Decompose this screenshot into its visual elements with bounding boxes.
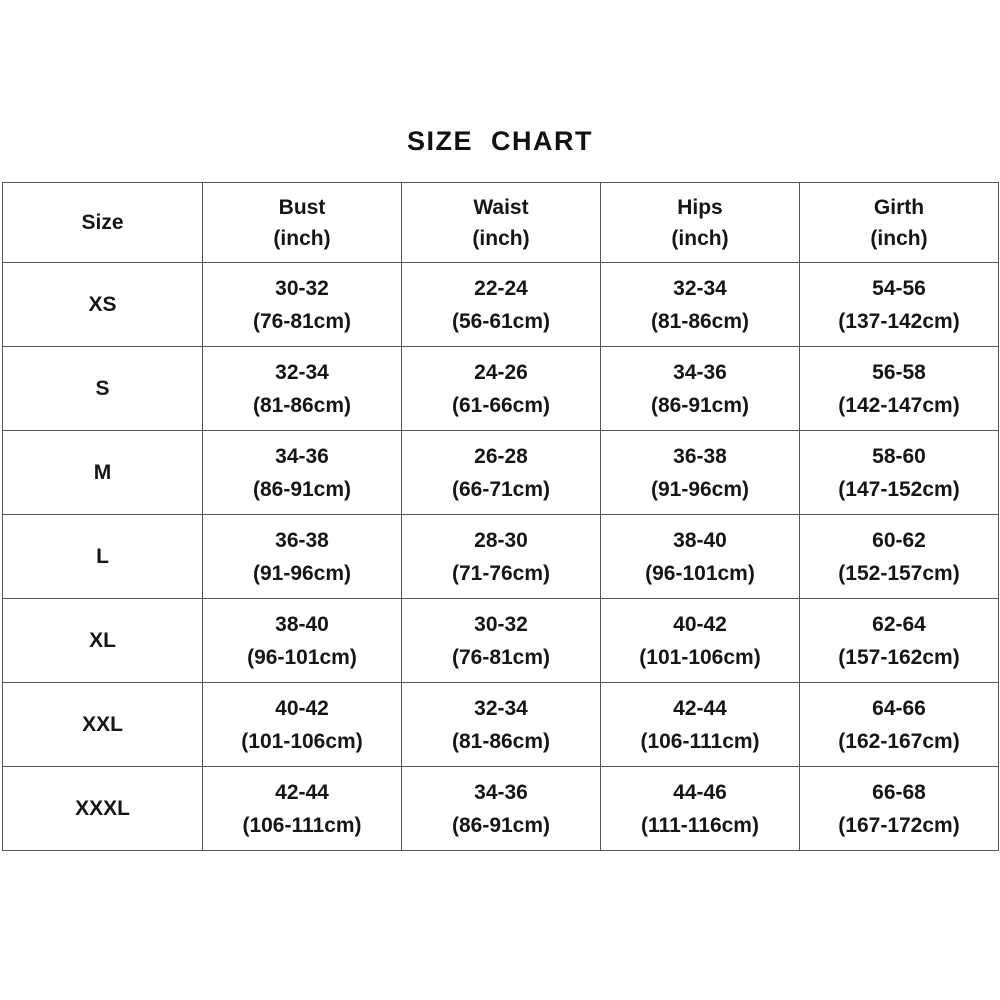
col-header-hips-unit: (inch)	[671, 226, 729, 250]
col-header-size-label: Size	[81, 211, 124, 234]
waist-cm: (66-71cm)	[451, 477, 551, 501]
hips-cm: (96-101cm)	[645, 561, 755, 585]
bust-cell	[203, 515, 402, 599]
bust-cell	[203, 263, 402, 347]
waist-cm: (71-76cm)	[451, 561, 551, 585]
col-header-bust	[203, 183, 402, 263]
girth-inch: 66-68	[872, 780, 926, 804]
size-chart-table	[2, 182, 999, 851]
size-label: M	[3, 431, 203, 515]
col-header-girth-unit: (inch)	[870, 226, 928, 250]
bust-cell	[203, 683, 402, 767]
girth-cell	[800, 431, 999, 515]
girth-inch: 56-58	[872, 360, 926, 384]
hips-cm: (86-91cm)	[650, 393, 750, 417]
bust-cell	[203, 599, 402, 683]
hips-inch: 42-44	[673, 696, 727, 720]
header-row	[3, 183, 999, 263]
table-row-m	[3, 431, 999, 515]
col-header-waist-label: Waist	[473, 195, 529, 219]
girth-inch: 54-56	[872, 276, 926, 300]
table-row-xxl	[3, 683, 999, 767]
hips-cm: (91-96cm)	[650, 477, 750, 501]
girth-cm: (137-142cm)	[838, 309, 960, 333]
col-header-bust-label: Bust	[278, 195, 326, 219]
bust-inch: 38-40	[275, 612, 329, 636]
waist-cm: (56-61cm)	[451, 309, 551, 333]
girth-inch: 62-64	[872, 612, 926, 636]
girth-cm: (162-167cm)	[838, 729, 960, 753]
waist-cm: (86-91cm)	[451, 813, 551, 837]
waist-inch: 28-30	[474, 528, 528, 552]
girth-cm: (152-157cm)	[838, 561, 960, 585]
bust-cell	[203, 431, 402, 515]
col-header-waist	[402, 183, 601, 263]
bust-inch: 36-38	[275, 528, 329, 552]
bust-inch: 34-36	[275, 444, 329, 468]
table-row-s	[3, 347, 999, 431]
bust-cell	[203, 767, 402, 851]
girth-inch: 60-62	[872, 528, 926, 552]
hips-inch: 34-36	[673, 360, 727, 384]
bust-cm: (101-106cm)	[241, 729, 363, 753]
page-title: SIZE CHART	[406, 126, 593, 156]
size-label: L	[3, 515, 203, 599]
hips-cell	[601, 515, 800, 599]
girth-cell	[800, 683, 999, 767]
table-row-xs	[3, 263, 999, 347]
hips-inch: 36-38	[673, 444, 727, 468]
col-header-size	[3, 183, 203, 263]
size-label: XS	[3, 263, 203, 347]
table-row-xxxl	[3, 767, 999, 851]
girth-cm: (142-147cm)	[838, 393, 960, 417]
hips-cm: (81-86cm)	[650, 309, 750, 333]
col-header-hips	[601, 183, 800, 263]
waist-cell	[402, 683, 601, 767]
girth-cell	[800, 767, 999, 851]
hips-cm: (101-106cm)	[639, 645, 761, 669]
waist-cm: (76-81cm)	[451, 645, 551, 669]
hips-cell	[601, 683, 800, 767]
waist-cell	[402, 767, 601, 851]
waist-cm: (81-86cm)	[451, 729, 551, 753]
bust-cm: (81-86cm)	[252, 393, 352, 417]
girth-inch: 64-66	[872, 696, 926, 720]
bust-inch: 30-32	[275, 276, 329, 300]
hips-inch: 32-34	[673, 276, 727, 300]
bust-cm: (86-91cm)	[252, 477, 352, 501]
hips-inch: 44-46	[673, 780, 727, 804]
waist-inch: 22-24	[474, 276, 528, 300]
girth-inch: 58-60	[872, 444, 926, 468]
col-header-bust-unit: (inch)	[273, 226, 331, 250]
girth-cell	[800, 515, 999, 599]
waist-cell	[402, 431, 601, 515]
waist-cell	[402, 515, 601, 599]
hips-inch: 40-42	[673, 612, 727, 636]
hips-inch: 38-40	[673, 528, 727, 552]
hips-cm: (106-111cm)	[640, 729, 760, 753]
table-row-l	[3, 515, 999, 599]
bust-cell	[203, 347, 402, 431]
hips-cell	[601, 767, 800, 851]
size-label: XL	[3, 599, 203, 683]
bust-cm: (106-111cm)	[242, 813, 362, 837]
waist-cell	[402, 599, 601, 683]
girth-cell	[800, 263, 999, 347]
size-label: XXXL	[3, 767, 203, 851]
waist-cell	[402, 263, 601, 347]
waist-inch: 30-32	[474, 612, 528, 636]
girth-cell	[800, 347, 999, 431]
col-header-hips-label: Hips	[677, 195, 723, 219]
col-header-girth	[800, 183, 999, 263]
waist-cm: (61-66cm)	[451, 393, 551, 417]
girth-cm: (167-172cm)	[838, 813, 960, 837]
hips-cell	[601, 599, 800, 683]
bust-cm: (91-96cm)	[252, 561, 352, 585]
bust-cm: (96-101cm)	[247, 645, 357, 669]
bust-inch: 40-42	[275, 696, 329, 720]
col-header-waist-unit: (inch)	[472, 226, 530, 250]
hips-cell	[601, 347, 800, 431]
size-label: XXL	[3, 683, 203, 767]
size-label: S	[3, 347, 203, 431]
girth-cm: (147-152cm)	[838, 477, 960, 501]
waist-cell	[402, 347, 601, 431]
table-row-xl	[3, 599, 999, 683]
girth-cell	[800, 599, 999, 683]
waist-inch: 26-28	[474, 444, 528, 468]
bust-inch: 32-34	[275, 360, 329, 384]
hips-cell	[601, 431, 800, 515]
col-header-girth-label: Girth	[873, 195, 925, 219]
girth-cm: (157-162cm)	[838, 645, 960, 669]
waist-inch: 34-36	[474, 780, 528, 804]
hips-cm: (111-116cm)	[641, 813, 759, 837]
bust-inch: 42-44	[275, 780, 329, 804]
hips-cell	[601, 263, 800, 347]
waist-inch: 24-26	[474, 360, 528, 384]
bust-cm: (76-81cm)	[252, 309, 352, 333]
waist-inch: 32-34	[474, 696, 528, 720]
